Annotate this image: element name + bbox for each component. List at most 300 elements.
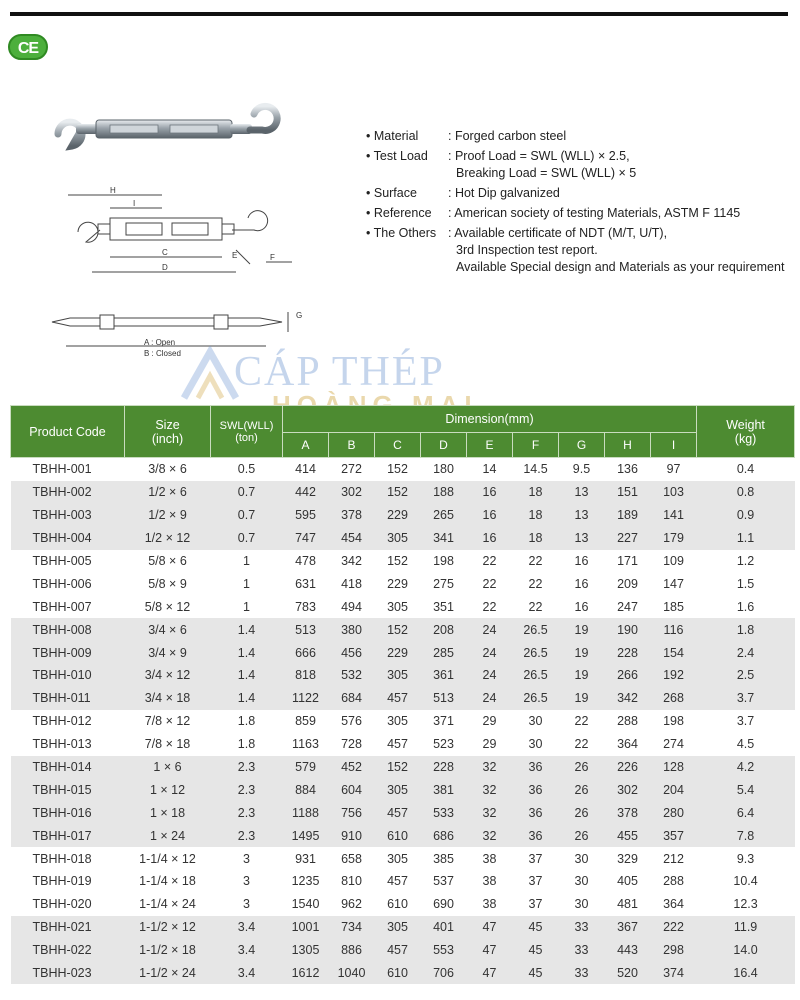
top-rule bbox=[10, 12, 788, 16]
table-cell: 32 bbox=[467, 824, 513, 847]
table-cell: 154 bbox=[651, 641, 697, 664]
table-cell: 30 bbox=[574, 874, 589, 889]
table-cell: 109 bbox=[663, 554, 684, 568]
table-cell: 1188 bbox=[283, 801, 329, 824]
table-cell: 24 bbox=[467, 641, 513, 664]
header-dim-i: I bbox=[651, 433, 697, 458]
table-cell: 9.3 bbox=[736, 851, 755, 866]
product-code-cell: TBHH-023 bbox=[11, 962, 125, 985]
table-cell: 204 bbox=[651, 778, 697, 801]
table-cell: 37 bbox=[528, 851, 543, 866]
table-cell: 13 bbox=[559, 481, 605, 504]
table-cell: 1 bbox=[243, 576, 250, 591]
table-cell: 457 bbox=[375, 939, 421, 962]
table-cell: 280 bbox=[651, 801, 697, 824]
table-cell: 452 bbox=[329, 756, 375, 779]
label-open: A : Open bbox=[144, 338, 176, 347]
header-dim-f: F bbox=[513, 433, 559, 458]
turnbuckle-dimension-drawing bbox=[68, 195, 292, 272]
table-cell: 5/8 × 12 bbox=[144, 599, 191, 614]
table-cell: 3.4 bbox=[211, 916, 283, 939]
table-cell: 1.4 bbox=[211, 618, 283, 641]
table-cell: 1/2 × 9 bbox=[125, 504, 211, 527]
ce-mark-badge: CE bbox=[8, 34, 48, 60]
table-cell: 3.4 bbox=[211, 962, 283, 985]
table-cell: 454 bbox=[329, 527, 375, 550]
table-cell: 47 bbox=[467, 962, 513, 985]
table-cell: 33 bbox=[559, 916, 605, 939]
table-cell: 26 bbox=[559, 824, 605, 847]
table-cell: 513 bbox=[421, 687, 467, 710]
table-cell: 45 bbox=[513, 916, 559, 939]
table-cell: 0.5 bbox=[237, 462, 256, 477]
table-cell: 513 bbox=[283, 618, 329, 641]
table-cell: 7/8 × 18 bbox=[144, 737, 191, 752]
table-cell: 19 bbox=[559, 687, 605, 710]
header-dim-g: G bbox=[559, 433, 605, 458]
table-cell: 141 bbox=[651, 504, 697, 527]
table-cell: 457 bbox=[387, 737, 408, 752]
table-row bbox=[11, 550, 795, 573]
table-cell: 2.3 bbox=[211, 801, 283, 824]
dim-label-i: I bbox=[133, 199, 136, 208]
label-closed: B : Closed bbox=[144, 349, 181, 358]
table-row bbox=[11, 893, 795, 916]
table-cell: 19 bbox=[559, 664, 605, 687]
table-cell: 305 bbox=[387, 599, 408, 614]
table-cell: 14.0 bbox=[697, 939, 795, 962]
product-code-cell: TBHH-015 bbox=[11, 778, 125, 801]
table-cell: 152 bbox=[375, 481, 421, 504]
table-cell: 610 bbox=[387, 897, 408, 912]
table-cell: 418 bbox=[341, 576, 362, 591]
table-cell: 38 bbox=[482, 851, 497, 866]
table-cell: 734 bbox=[329, 916, 375, 939]
table-cell: 1-1/2 × 24 bbox=[125, 962, 211, 985]
table-cell: 3 bbox=[243, 874, 250, 889]
table-cell: 33 bbox=[559, 939, 605, 962]
header-weight bbox=[697, 406, 795, 458]
spec-surface bbox=[366, 185, 796, 202]
table-cell: 26.5 bbox=[513, 687, 559, 710]
table-cell: 24 bbox=[467, 618, 513, 641]
product-code-cell: TBHH-004 bbox=[11, 527, 125, 550]
dim-label-h: H bbox=[110, 186, 116, 195]
table-cell: 442 bbox=[283, 481, 329, 504]
table-cell: 1 × 18 bbox=[125, 801, 211, 824]
table-cell: 3.7 bbox=[697, 687, 795, 710]
table-cell: 26 bbox=[559, 801, 605, 824]
table-cell: 152 bbox=[387, 462, 408, 477]
table-cell: 136 bbox=[617, 462, 638, 477]
table-cell: 0.8 bbox=[697, 481, 795, 504]
table-cell: 305 bbox=[387, 851, 408, 866]
table-cell: 228 bbox=[421, 756, 467, 779]
table-cell: 3/4 × 12 bbox=[125, 664, 211, 687]
table-row bbox=[11, 733, 795, 756]
table-cell: 886 bbox=[329, 939, 375, 962]
table-cell: 208 bbox=[421, 618, 467, 641]
table-cell: 1.4 bbox=[211, 687, 283, 710]
table-cell: 22 bbox=[528, 576, 543, 591]
table-cell: 756 bbox=[329, 801, 375, 824]
table-cell: 36 bbox=[513, 778, 559, 801]
table-cell: 16 bbox=[574, 554, 589, 568]
table-cell: 97 bbox=[666, 462, 681, 477]
table-cell: 342 bbox=[605, 687, 651, 710]
table-cell: 189 bbox=[605, 504, 651, 527]
spec-value: Breaking Load = SWL (WLL) × 5 bbox=[456, 166, 637, 180]
product-code-cell: TBHH-016 bbox=[11, 801, 125, 824]
table-cell: 1305 bbox=[283, 939, 329, 962]
header-product-code: Product Code bbox=[11, 406, 125, 458]
table-cell: 13 bbox=[559, 504, 605, 527]
table-cell: 579 bbox=[283, 756, 329, 779]
table-cell: 931 bbox=[295, 851, 316, 866]
table-cell: 305 bbox=[375, 527, 421, 550]
table-row bbox=[11, 939, 795, 962]
table-cell: 378 bbox=[329, 504, 375, 527]
table-cell: 371 bbox=[433, 714, 454, 729]
table-cell: 22 bbox=[482, 599, 497, 614]
header-dim-d: D bbox=[421, 433, 467, 458]
dim-label-e: E bbox=[232, 251, 238, 260]
table-cell: 1-1/4 × 18 bbox=[139, 874, 196, 889]
table-cell: 274 bbox=[663, 737, 684, 752]
header-weight-label: Weight bbox=[726, 417, 765, 432]
table-cell: 3.4 bbox=[211, 939, 283, 962]
table-cell: 5/8 × 6 bbox=[148, 554, 187, 568]
table-cell: 16.4 bbox=[697, 962, 795, 985]
table-cell: 298 bbox=[651, 939, 697, 962]
product-code-cell: TBHH-013 bbox=[32, 737, 92, 752]
table-row bbox=[11, 687, 795, 710]
table-row bbox=[11, 916, 795, 939]
table-cell: 3 bbox=[243, 897, 250, 912]
table-cell: 962 bbox=[341, 897, 362, 912]
table-cell: 1-1/4 × 24 bbox=[139, 897, 196, 912]
table-cell: 22 bbox=[574, 737, 589, 752]
table-cell: 288 bbox=[663, 874, 684, 889]
turnbuckle-photo bbox=[58, 106, 277, 146]
spec-value: : Proof Load = SWL (WLL) × 2.5, bbox=[448, 149, 630, 163]
table-cell: 1/2 × 6 bbox=[125, 481, 211, 504]
spec-material bbox=[366, 128, 796, 145]
table-cell: 152 bbox=[375, 756, 421, 779]
table-cell: 128 bbox=[651, 756, 697, 779]
table-cell: 1-1/2 × 18 bbox=[125, 939, 211, 962]
table-row bbox=[11, 664, 795, 687]
table-cell: 1 bbox=[243, 554, 250, 568]
spec-value: : American society of testing Materials, ASTM F 1145 bbox=[448, 206, 741, 220]
table-row bbox=[11, 756, 795, 779]
product-code-cell: TBHH-017 bbox=[11, 824, 125, 847]
header-dim-c: C bbox=[375, 433, 421, 458]
table-cell: 29 bbox=[482, 737, 497, 752]
table-cell: 247 bbox=[617, 599, 638, 614]
table-cell: 1 × 24 bbox=[125, 824, 211, 847]
table-cell: 24 bbox=[467, 687, 513, 710]
table-cell: 1540 bbox=[291, 897, 320, 912]
table-cell: 631 bbox=[295, 576, 316, 591]
table-cell: 18 bbox=[513, 481, 559, 504]
product-code-cell: TBHH-005 bbox=[32, 554, 92, 568]
spec-value: : Forged carbon steel bbox=[448, 129, 567, 143]
table-cell: 405 bbox=[617, 874, 638, 889]
spec-label: • Reference bbox=[366, 205, 448, 222]
table-cell: 380 bbox=[329, 618, 375, 641]
product-code-cell: TBHH-011 bbox=[11, 687, 125, 710]
table-cell: 30 bbox=[574, 851, 589, 866]
product-code-cell: TBHH-001 bbox=[32, 462, 92, 477]
table-cell: 37 bbox=[528, 897, 543, 912]
table-cell: 228 bbox=[605, 641, 651, 664]
table-cell: 116 bbox=[651, 618, 697, 641]
table-cell: 265 bbox=[421, 504, 467, 527]
table-cell: 22 bbox=[574, 714, 589, 729]
table-cell: 3.7 bbox=[736, 714, 755, 729]
header-dim-e: E bbox=[467, 433, 513, 458]
header-swl bbox=[211, 406, 283, 458]
table-cell: 385 bbox=[433, 851, 454, 866]
table-cell: 30 bbox=[528, 714, 543, 729]
table-cell: 16 bbox=[574, 599, 589, 614]
table-cell: 3/4 × 9 bbox=[125, 641, 211, 664]
header-swl-unit: (ton) bbox=[235, 431, 258, 444]
table-cell: 37 bbox=[528, 874, 543, 889]
table-cell: 212 bbox=[663, 851, 684, 866]
table-cell: 188 bbox=[421, 481, 467, 504]
table-cell: 553 bbox=[421, 939, 467, 962]
table-cell: 302 bbox=[605, 778, 651, 801]
table-cell: 305 bbox=[387, 714, 408, 729]
table-cell: 1.8 bbox=[237, 714, 256, 729]
table-cell: 12.3 bbox=[733, 897, 758, 912]
table-cell: 227 bbox=[605, 527, 651, 550]
product-code-cell: TBHH-012 bbox=[32, 714, 92, 729]
table-cell: 3/4 × 18 bbox=[125, 687, 211, 710]
table-cell: 103 bbox=[651, 481, 697, 504]
table-cell: 818 bbox=[283, 664, 329, 687]
product-code-cell: TBHH-014 bbox=[11, 756, 125, 779]
product-code-cell: TBHH-022 bbox=[11, 939, 125, 962]
table-cell: 22 bbox=[482, 554, 497, 568]
table-cell: 33 bbox=[559, 962, 605, 985]
spec-others bbox=[366, 225, 796, 276]
table-cell: 26.5 bbox=[513, 618, 559, 641]
table-cell: 151 bbox=[605, 481, 651, 504]
table-cell: 0.7 bbox=[211, 481, 283, 504]
product-code-cell: TBHH-010 bbox=[11, 664, 125, 687]
table-row bbox=[11, 778, 795, 801]
spec-label: • Surface bbox=[366, 185, 448, 202]
table-cell: 859 bbox=[295, 714, 316, 729]
product-code-cell: TBHH-008 bbox=[11, 618, 125, 641]
table-cell: 455 bbox=[605, 824, 651, 847]
table-cell: 30 bbox=[574, 897, 589, 912]
table-cell: 32 bbox=[467, 756, 513, 779]
spec-test-load bbox=[366, 148, 796, 182]
table-cell: 3/4 × 6 bbox=[125, 618, 211, 641]
table-cell: 0.7 bbox=[211, 527, 283, 550]
table-cell: 16 bbox=[467, 527, 513, 550]
table-cell: 198 bbox=[663, 714, 684, 729]
table-cell: 305 bbox=[375, 916, 421, 939]
table-cell: 357 bbox=[651, 824, 697, 847]
table-cell: 401 bbox=[421, 916, 467, 939]
table-cell: 1.4 bbox=[211, 664, 283, 687]
table-cell: 374 bbox=[651, 962, 697, 985]
table-cell: 686 bbox=[421, 824, 467, 847]
header-dim-a: A bbox=[283, 433, 329, 458]
table-cell: 1 × 12 bbox=[125, 778, 211, 801]
table-cell: 18 bbox=[513, 504, 559, 527]
product-code-cell: TBHH-019 bbox=[32, 874, 92, 889]
table-cell: 783 bbox=[295, 599, 316, 614]
table-cell: 1 × 6 bbox=[125, 756, 211, 779]
table-row bbox=[11, 870, 795, 893]
table-cell: 147 bbox=[663, 576, 684, 591]
table-cell: 179 bbox=[651, 527, 697, 550]
table-cell: 706 bbox=[421, 962, 467, 985]
table-cell: 523 bbox=[433, 737, 454, 752]
table-cell: 19 bbox=[559, 641, 605, 664]
table-cell: 198 bbox=[433, 554, 454, 568]
table-cell: 457 bbox=[375, 687, 421, 710]
table-cell: 478 bbox=[295, 554, 316, 568]
header-size bbox=[125, 406, 211, 458]
spec-reference bbox=[366, 205, 796, 222]
table-cell: 185 bbox=[663, 599, 684, 614]
header-dim-b: B bbox=[329, 433, 375, 458]
table-cell: 329 bbox=[617, 851, 638, 866]
table-cell: 171 bbox=[617, 554, 638, 568]
table-cell: 2.4 bbox=[697, 641, 795, 664]
table-cell: 658 bbox=[341, 851, 362, 866]
table-cell: 36 bbox=[513, 801, 559, 824]
table-cell: 378 bbox=[605, 801, 651, 824]
table-cell: 222 bbox=[651, 916, 697, 939]
header-size-unit: (inch) bbox=[151, 431, 184, 446]
table-cell: 275 bbox=[433, 576, 454, 591]
table-cell: 481 bbox=[617, 897, 638, 912]
table-cell: 1040 bbox=[329, 962, 375, 985]
table-cell: 209 bbox=[617, 576, 638, 591]
table-cell: 18 bbox=[513, 527, 559, 550]
table-cell: 14 bbox=[482, 462, 497, 477]
table-cell: 305 bbox=[375, 664, 421, 687]
table-body bbox=[11, 458, 795, 985]
table-cell: 16 bbox=[467, 481, 513, 504]
table-cell: 1122 bbox=[283, 687, 329, 710]
table-cell: 910 bbox=[329, 824, 375, 847]
table-cell: 690 bbox=[433, 897, 454, 912]
table-cell: 5/8 × 9 bbox=[148, 576, 187, 591]
table-cell: 19 bbox=[559, 618, 605, 641]
table-cell: 38 bbox=[482, 874, 497, 889]
header-dimension: Dimension(mm) bbox=[283, 406, 697, 433]
table-cell: 32 bbox=[467, 801, 513, 824]
table-cell: 180 bbox=[433, 462, 454, 477]
table-cell: 1612 bbox=[283, 962, 329, 985]
table-cell: 1 bbox=[243, 599, 250, 614]
table-cell: 36 bbox=[513, 756, 559, 779]
table-row bbox=[11, 504, 795, 527]
table-cell: 666 bbox=[283, 641, 329, 664]
table-cell: 1.6 bbox=[736, 599, 755, 614]
table-row bbox=[11, 595, 795, 618]
header-dim-h: H bbox=[605, 433, 651, 458]
table-cell: 884 bbox=[283, 778, 329, 801]
table-cell: 533 bbox=[421, 801, 467, 824]
table-cell: 1-1/2 × 12 bbox=[125, 916, 211, 939]
table-cell: 494 bbox=[341, 599, 362, 614]
spec-value: Available Special design and Materials as your requirement bbox=[456, 260, 785, 274]
table-row bbox=[11, 458, 795, 481]
table-cell: 5.4 bbox=[697, 778, 795, 801]
dim-label-f: F bbox=[270, 253, 275, 262]
spec-value: : Available certificate of NDT (M/T, U/T), bbox=[448, 226, 668, 240]
table-cell: 457 bbox=[375, 801, 421, 824]
watermark-title: CÁP THÉP bbox=[234, 349, 445, 395]
spec-label: • Test Load bbox=[366, 148, 448, 182]
table-cell: 2.3 bbox=[211, 824, 283, 847]
table-cell: 22 bbox=[528, 599, 543, 614]
table-cell: 728 bbox=[341, 737, 362, 752]
table-cell: 45 bbox=[513, 962, 559, 985]
table-cell: 457 bbox=[387, 874, 408, 889]
table-cell: 11.9 bbox=[697, 916, 795, 939]
dim-label-c: C bbox=[162, 248, 168, 257]
table-cell: 10.4 bbox=[733, 874, 758, 889]
table-cell: 26 bbox=[559, 778, 605, 801]
table-row bbox=[11, 572, 795, 595]
table-cell: 1/2 × 12 bbox=[125, 527, 211, 550]
table-cell: 285 bbox=[421, 641, 467, 664]
table-cell: 364 bbox=[663, 897, 684, 912]
table-cell: 810 bbox=[341, 874, 362, 889]
table-cell: 47 bbox=[467, 916, 513, 939]
product-code-cell: TBHH-020 bbox=[32, 897, 92, 912]
product-spec-table bbox=[10, 405, 795, 984]
table-cell: 2.3 bbox=[211, 778, 283, 801]
table-cell: 24 bbox=[467, 664, 513, 687]
table-cell: 22 bbox=[528, 554, 543, 568]
table-cell: 26.5 bbox=[513, 641, 559, 664]
table-row bbox=[11, 527, 795, 550]
table-cell: 532 bbox=[329, 664, 375, 687]
table-cell: 22 bbox=[482, 576, 497, 591]
table-cell: 7/8 × 12 bbox=[144, 714, 191, 729]
table-cell: 13 bbox=[559, 527, 605, 550]
table-cell: 537 bbox=[433, 874, 454, 889]
table-cell: 1.8 bbox=[697, 618, 795, 641]
table-cell: 341 bbox=[421, 527, 467, 550]
header-size-label: Size bbox=[155, 417, 180, 432]
table-cell: 361 bbox=[421, 664, 467, 687]
table-cell: 0.7 bbox=[211, 504, 283, 527]
table-cell: 414 bbox=[295, 462, 316, 477]
table-cell: 1.5 bbox=[736, 576, 755, 591]
table-row bbox=[11, 801, 795, 824]
table-cell: 1235 bbox=[291, 874, 320, 889]
product-code-cell: TBHH-009 bbox=[11, 641, 125, 664]
table-cell: 1.8 bbox=[237, 737, 256, 752]
table-cell: 604 bbox=[329, 778, 375, 801]
product-code-cell: TBHH-006 bbox=[32, 576, 92, 591]
table-cell: 36 bbox=[513, 824, 559, 847]
table-cell: 229 bbox=[375, 641, 421, 664]
